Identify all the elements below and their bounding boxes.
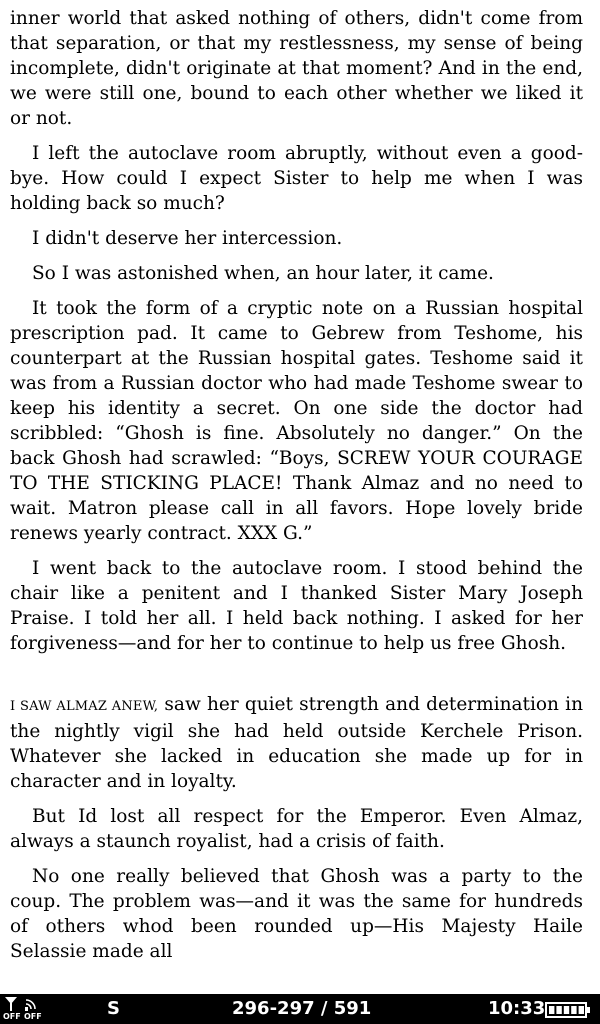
indicator-s: S <box>107 998 120 1019</box>
battery-cell <box>556 1006 561 1014</box>
battery-cells <box>549 1006 584 1014</box>
antenna-icon <box>3 996 45 1012</box>
paragraph: inner world that asked nothing of others, didn't come from that separation, or that my restlessness, my sense of being incomplete, didn't originate at that moment? And in the end, we were still one, bound to each other whether we liked it or not. <box>10 8 583 129</box>
paragraph: I left the autoclave room abruptly, without even a good-bye. How could I expect Sister to help me when I was holding back so much? <box>10 143 583 214</box>
battery-icon <box>545 1002 591 1018</box>
paragraph: It took the form of a cryptic note on a Russian hospital prescription pad. It came to Gebrew from Teshome, his counterpart at the Russian hospital gates. Teshome said it was from a Russian doctor who had made Teshome swear to keep his identity a secret. On one side the doctor had scribbled: “Ghosh is fine. Absolutely no danger.” On the back Ghosh had scrawled: “Boys, SCREW YOUR COURAGE TO THE STICKING PLACE! Thank Almaz and no need to wait. Matron please call in all favors. Hope lovely bride renews yearly contract. XXX G.” <box>10 298 583 544</box>
section-lead-smallcaps: I SAW ALMAZ ANEW, <box>10 699 159 714</box>
section-lead-rest: saw her quiet strength and determination in the nightly vigil she had held outside Kerchele Prison. Whatever she lacked in education she made up for in character and in loyalty. <box>10 694 583 792</box>
wireless-status[interactable] <box>3 996 45 1022</box>
clock: 10:33 <box>488 998 546 1019</box>
paragraph: No one really believed that Ghosh was a party to the coup. The problem was—and it was the same for hundreds of others whod been rounded up—His Majesty Haile Selassie made all <box>10 866 583 962</box>
battery-cell <box>564 1006 569 1014</box>
paragraph: I went back to the autoclave room. I stood behind the chair like a penitent and I thanked Sister Mary Joseph Praise. I told her all. I held back nothing. I asked for her forgiveness—and for her to continue to help us free Ghosh. <box>10 558 583 654</box>
paragraph: But Id lost all respect for the Emperor. Even Almaz, always a staunch royalist, had a crisis of faith. <box>10 806 583 852</box>
battery-cell <box>571 1006 576 1014</box>
antenna-off-label: OFF <box>3 1012 21 1021</box>
page-indicator: 296-297 / 591 <box>232 998 372 1019</box>
paragraph: I didn't deserve her intercession. <box>32 228 343 249</box>
paragraph: So I was astonished when, an hour later, it came. <box>32 263 494 284</box>
battery-cell <box>579 1006 584 1014</box>
wifi-off-label: OFF <box>24 1012 42 1021</box>
book-text <box>10 6 583 974</box>
status-bar <box>0 994 600 1024</box>
battery-cell <box>549 1006 554 1014</box>
section-start-paragraph <box>10 692 583 794</box>
